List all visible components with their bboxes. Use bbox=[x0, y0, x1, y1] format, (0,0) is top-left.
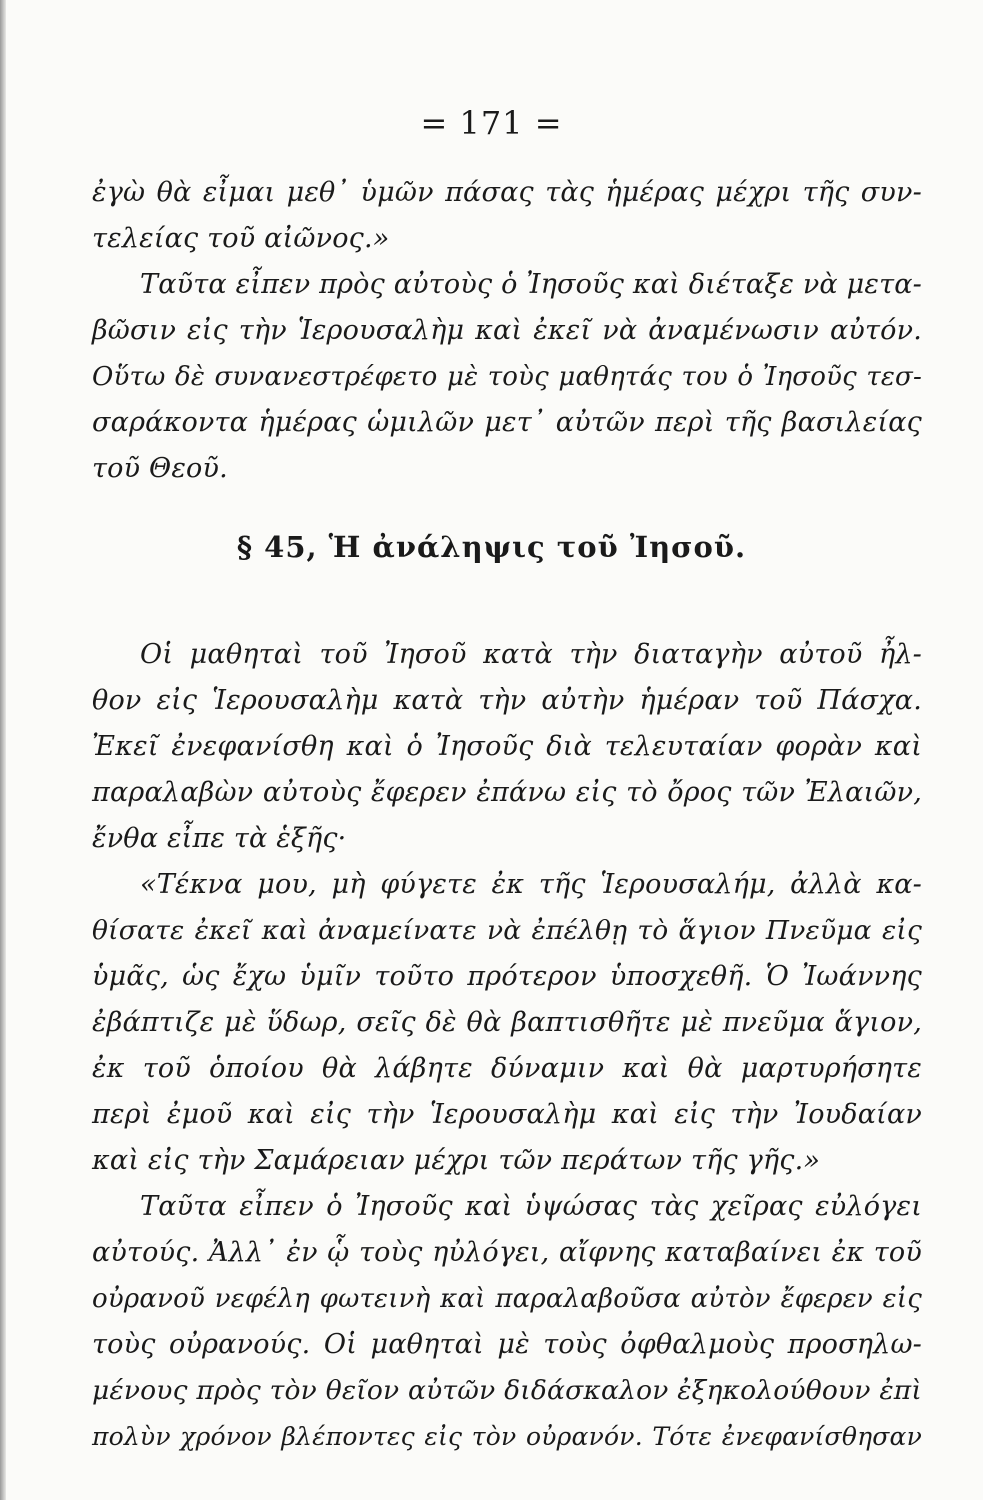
text-line: ἔνθα εἶπε τὰ ἑξῆς· bbox=[92, 823, 347, 854]
text-line: σαράκοντα ἡμέρας ὡμιλῶν μετ᾽ αὐτῶν περὶ τῆς βασιλείας bbox=[92, 407, 922, 438]
text-line: μένους πρὸς τὸν θεῖον αὐτῶν διδάσκαλον ἐξηκολούθουν ἐπὶ bbox=[92, 1375, 922, 1406]
section-heading: § 45, Ἡ ἀνάληψις τοῦ Ἰησοῦ. bbox=[236, 530, 747, 564]
top-paragraphs bbox=[92, 170, 922, 492]
text-line: βῶσιν εἰς τὴν Ἱερουσαλὴμ καὶ ἐκεῖ νὰ ἀναμένωσιν αὐτόν. bbox=[92, 315, 922, 346]
text-line: πολὺν χρόνον βλέποντες εἰς τὸν οὐρανόν. Τότε ἐνεφανίσθησαν bbox=[92, 1422, 922, 1451]
text-line: ἐγὼ θὰ εἶμαι μεθ᾽ ὑμῶν πάσας τὰς ἡμέρας μέχρι τῆς συν- bbox=[92, 177, 922, 208]
text-line: ἐκ τοῦ ὁποίου θὰ λάβητε δύναμιν καὶ θὰ μαρτυρήσητε bbox=[92, 1053, 922, 1084]
text-line: τοὺς οὐρανούς. Οἱ μαθηταὶ μὲ τοὺς ὀφθαλμοὺς προσηλω- bbox=[92, 1329, 922, 1360]
text-line: καὶ εἰς τὴν Σαμάρειαν μέχρι τῶν περάτων τῆς γῆς.» bbox=[92, 1145, 821, 1176]
text-line: Ταῦτα εἶπεν ὁ Ἰησοῦς καὶ ὑψώσας τὰς χεῖρας εὐλόγει bbox=[140, 1191, 922, 1222]
text-line: θον εἰς Ἱερουσαλὴμ κατὰ τὴν αὐτὴν ἡμέραν τοῦ Πάσχα. bbox=[92, 685, 922, 716]
text-line: τοῦ Θεοῦ. bbox=[92, 453, 228, 484]
text-line: Οὕτω δὲ συνανεστρέφετο μὲ τοὺς μαθητάς του ὁ Ἰησοῦς τεσ- bbox=[92, 362, 922, 392]
text-line: αὐτούς. Ἀλλ᾽ ἐν ᾧ τοὺς ηὐλόγει, αἴφνης καταβαίνει ἐκ τοῦ bbox=[92, 1237, 922, 1268]
text-line: Ταῦτα εἶπεν πρὸς αὐτοὺς ὁ Ἰησοῦς καὶ διέταξε νὰ μετα- bbox=[140, 269, 922, 300]
text-line: περὶ ἐμοῦ καὶ εἰς τὴν Ἱερουσαλὴμ καὶ εἰς τὴν Ἰουδαίαν bbox=[92, 1099, 922, 1130]
text-line: Οἱ μαθηταὶ τοῦ Ἰησοῦ κατὰ τὴν διαταγὴν αὐτοῦ ἦλ- bbox=[140, 639, 922, 670]
text-line: παραλαβὼν αὐτοὺς ἔφερεν ἐπάνω εἰς τὸ ὄρος τῶν Ἐλαιῶν, bbox=[92, 777, 922, 808]
page-number: = 171 = bbox=[420, 104, 563, 142]
text-line: ἐβάπτιζε μὲ ὕδωρ, σεῖς δὲ θὰ βαπτισθῆτε μὲ πνεῦμα ἅγιον, bbox=[92, 1007, 922, 1038]
text-line: ὑμᾶς, ὡς ἔχω ὑμῖν τοῦτο πρότερον ὑποσχεθῆ. Ὁ Ἰωάννης bbox=[92, 961, 922, 992]
text-line: Ἐκεῖ ἐνεφανίσθη καὶ ὁ Ἰησοῦς διὰ τελευταίαν φορὰν καὶ bbox=[92, 731, 922, 762]
bottom-paragraphs bbox=[92, 632, 922, 1460]
text-line: θίσατε ἐκεῖ καὶ ἀναμείνατε νὰ ἐπέλθῃ τὸ ἅγιον Πνεῦμα εἰς bbox=[92, 915, 922, 946]
scan-edge-shadow bbox=[0, 0, 6, 1500]
text-line: οὐρανοῦ νεφέλη φωτεινὴ καὶ παραλαβοῦσα αὐτὸν ἔφερεν εἰς bbox=[92, 1284, 922, 1314]
text-line: «Τέκνα μου, μὴ φύγετε ἐκ τῆς Ἱερουσαλήμ, ἀλλὰ κα- bbox=[140, 869, 922, 900]
text-line: τελείας τοῦ αἰῶνος.» bbox=[92, 223, 390, 254]
